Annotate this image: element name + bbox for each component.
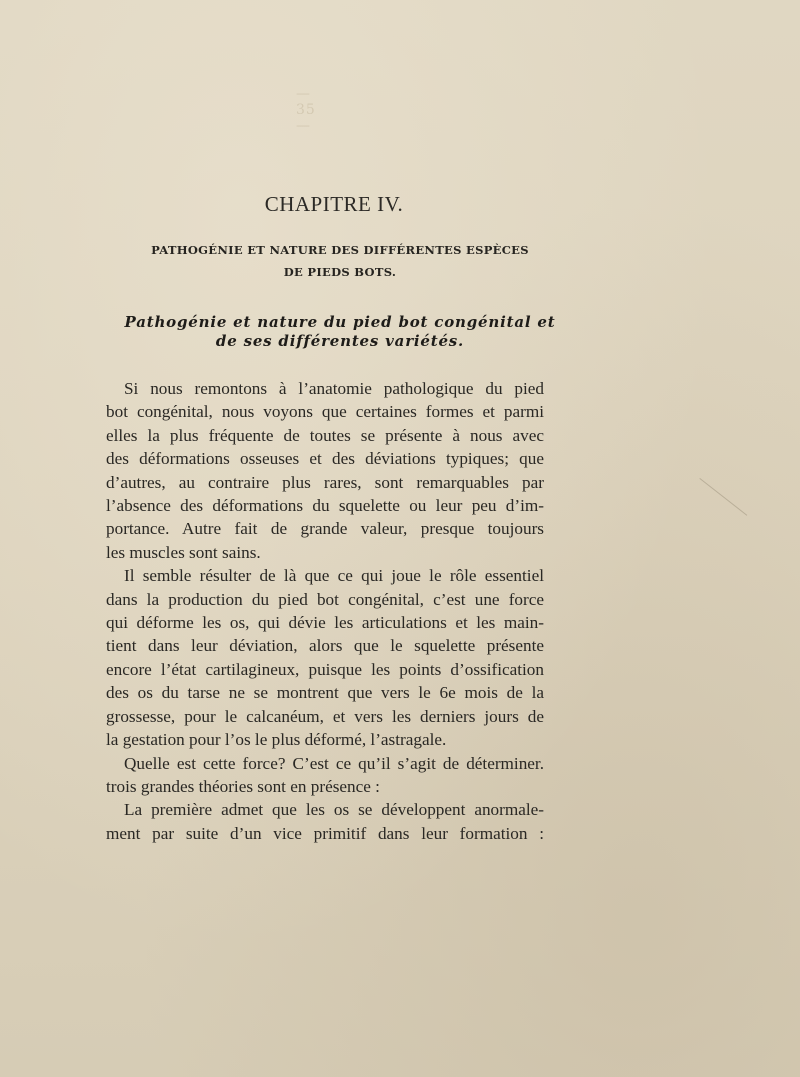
body-text <box>106 377 544 845</box>
body-line: Si nous remontons à l’anatomie pathologique du pied <box>124 379 544 398</box>
body-line: Il semble résulter de là que ce qui joue le rôle essentiel <box>124 566 544 586</box>
body-line: tient dans leur déviation, alors que le squelette présente <box>106 636 544 656</box>
body-line: grossesse, pour le calcanéum, et vers les derniers jours de <box>106 706 544 726</box>
section-heading-line-1: PATHOGÉNIE ET NATURE DES DIFFÉRENTES ESPÈCES <box>151 243 529 257</box>
page-number: — 35 — <box>296 86 316 134</box>
body-line: Quelle est cette force? C’est ce qu’il s’agit de déterminer. <box>124 753 544 773</box>
subsection-title-line-1: Pathogénie et nature du pied bot congénital et <box>124 313 556 331</box>
paper-crease <box>669 478 748 555</box>
body-line: dans la production du pied bot congénital, c’est une force <box>106 589 544 609</box>
body-line: encore l’état cartilagineux, puisque les points d’ossification <box>106 659 544 679</box>
body-line: d’autres, au contraire plus rares, sont remarquables par <box>106 472 544 492</box>
body-line: elles la plus fréquente de toutes se présente à nous avec <box>106 425 544 445</box>
body-line: trois grandes théories sont en présence : <box>106 776 380 796</box>
body-line: des déformations osseuses et des déviations typiques; que <box>106 449 544 469</box>
body-line: La première admet que les os se développent anormale- <box>124 800 544 820</box>
body-line: des os du tarse ne se montrent que vers le 6e mois de la <box>106 683 544 703</box>
section-heading-line-2: DE PIEDS BOTS. <box>283 265 397 279</box>
body-line: qui déforme les os, qui dévie les articulations et les main- <box>106 613 544 633</box>
body-line: portance. Autre fait de grande valeur, presque toujours <box>106 519 544 539</box>
body-line: bot congénital, nous voyons que certaines formes et parmi <box>106 402 544 422</box>
body-line: l’absence des déformations du squelette ou leur peu d’im- <box>106 496 544 516</box>
body-line: les muscles sont sains. <box>106 542 261 562</box>
body-line: la gestation pour l’os le plus déformé, l’astragale. <box>106 730 447 750</box>
body-line: ment par suite d’un vice primitif dans leur formation : <box>106 823 544 843</box>
subsection-title-line-2: de ses différentes variétés. <box>215 332 465 350</box>
chapter-title: CHAPITRE IV. <box>264 192 404 216</box>
